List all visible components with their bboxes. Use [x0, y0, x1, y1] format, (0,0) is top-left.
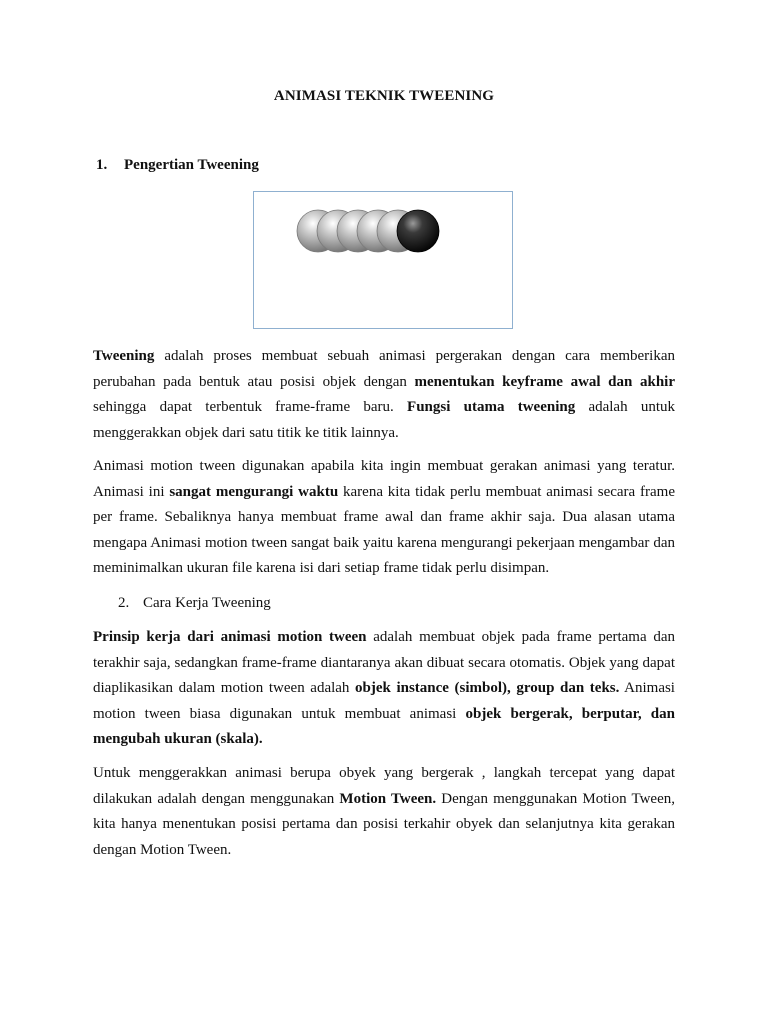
section-1-title: Pengertian Tweening	[124, 157, 259, 173]
tween-ball-frames	[297, 210, 439, 252]
text: sehingga dapat terbentuk frame-frame baru.	[93, 399, 408, 415]
paragraph-working-principle	[93, 625, 675, 753]
section-2-number: 2.	[118, 595, 130, 611]
text: Dengan menggunakan Motion Tween, kita hanya menentukan posisi pertama dan posisi terkahir obyek dan selanjutnya kita gerakan dengan Motion Tween.	[93, 790, 676, 858]
bold-text: sangat mengurangi waktu	[169, 483, 339, 500]
paragraph-motion-tween	[93, 454, 675, 582]
tween-ball-final	[397, 210, 439, 252]
bold-text: Tweening	[93, 348, 155, 364]
paragraph-moving-objects	[93, 761, 675, 863]
section-2-heading	[118, 595, 271, 612]
bold-text: objek instance (simbol), group dan teks.	[355, 680, 620, 696]
tweening-illustration	[253, 191, 513, 329]
bold-text: objek bergerak, berputar, dan mengubah ukuran (skala).	[93, 705, 675, 747]
bold-text: Fungsi utama tweening	[407, 399, 576, 415]
section-2-title: Cara Kerja Tweening	[143, 595, 271, 611]
text: Animasi motion tween digunakan apabila kita ingin membuat gerakan animasi yang teratur. Animasi ini	[93, 458, 675, 500]
text: adalah untuk menggerakkan objek dari satu titik ke titik lainnya.	[93, 399, 676, 441]
document-title: ANIMASI TEKNIK TWEENING	[273, 88, 495, 104]
paragraph-tweening-definition	[93, 344, 675, 446]
section-1-heading	[96, 157, 259, 174]
text: karena kita tidak perlu membuat animasi secara frame per frame. Sebaliknya hanya membuat frame awal dan frame akhir saja. Dua alasan utama mengapa Animasi motion tween sangat baik yaitu karena mengurangi pekerjaan mengambar dan meminimalkan ukuran file karena isi dari setiap frame tidak perlu disimpan.	[93, 483, 675, 576]
text: Animasi motion tween biasa digunakan untuk membuat animasi	[93, 680, 675, 722]
bold-text: Motion Tween.	[339, 790, 437, 807]
section-1-number: 1.	[96, 157, 108, 173]
text: Untuk menggerakkan animasi berupa obyek yang bergerak , langkah tercepat yang dapat dilakukan adalah dengan menggunakan	[93, 765, 675, 807]
bold-text: Prinsip kerja dari animasi motion tween	[93, 629, 367, 645]
text: adalah membuat objek pada frame pertama dan terakhir saja, sedangkan frame-frame diantaranya akan dibuat secara otomatis. Objek yang dapat diaplikasikan dalam motion tween adalah	[93, 629, 675, 696]
text: adalah proses membuat sebuah animasi pergerakan dengan cara memberikan perubahan pada bentuk atau posisi objek dengan	[93, 348, 675, 390]
bold-text: menentukan keyframe awal dan akhir	[414, 373, 675, 390]
tween-balls-graphic	[254, 192, 512, 328]
